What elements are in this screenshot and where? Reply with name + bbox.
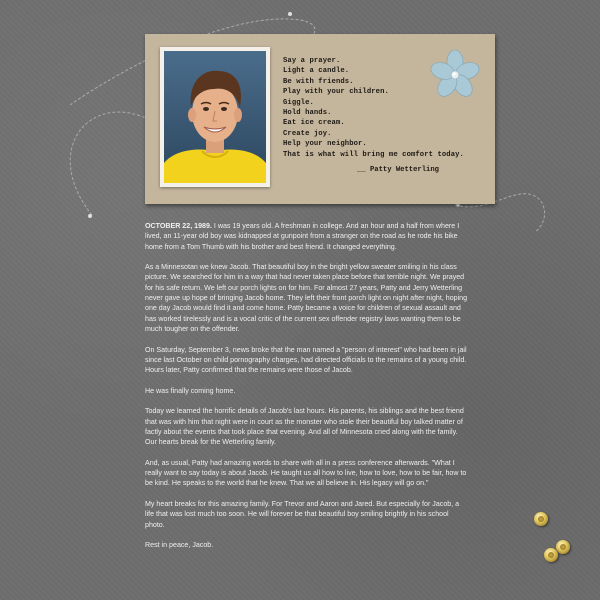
story-paragraph-text: I was 19 years old. A freshman in college. And an hour and a half from where I lived, an 11-year old boy was kidnapped at gunpoint from a stranger on the road as he rode his bike home from a Tom Thumb with his brother and best friend. It changed everything. (145, 222, 460, 251)
gold-brad-icon (556, 540, 570, 554)
quote-signature: __ Patty Wetterling (357, 166, 439, 174)
photo-frame (160, 47, 270, 187)
quote-line: Be with friends. (283, 77, 354, 86)
quote-line: Light a candle. (283, 67, 350, 76)
quote-line: Eat ice cream. (283, 119, 345, 128)
story-text (145, 221, 470, 561)
story-paragraph: On Saturday, September 3, news broke that the man named a "person of interest" who had been in jail since last October on child pornography charges, had directed officials to the remains of a young child. Hours later, Patty confirmed that the remains were those of Jacob. (145, 345, 467, 375)
gold-brad-icon (534, 512, 548, 526)
quote-line: Play with your children. (283, 88, 389, 97)
quote-line: Giggle. (283, 98, 314, 107)
story-paragraph: And, as usual, Patty had amazing words to share with all in a press conference afterwards. "What I really want to say today is about Jacob. He taught us all how to live, how to love, how to be fair, how to be kind. He speaks to the world that he knew. That we all believe in. His legacy will go on." (145, 458, 467, 488)
story-paragraph: Today we learned the horrific details of Jacob's last hours. His parents, his siblings and the best friend that was with him that night were in court as the monster who stole their beautiful boy talked matter of factly about the events that took place that evening. And all of Minnesota cried along with the family. Our hearts break for the Wetterling family. (145, 407, 464, 447)
school-photo (164, 51, 266, 183)
quote-line: Help your neighbor. (283, 140, 367, 149)
quote-line: That is what will bring me comfort today. (283, 150, 464, 159)
flower-embellishment-icon (428, 48, 482, 102)
quote-line: Hold hands. (283, 109, 332, 118)
quote-line: Create joy. (283, 129, 332, 138)
gold-brad-icon (544, 548, 558, 562)
story-paragraph (145, 221, 470, 252)
story-paragraph: As a Minnesotan we knew Jacob. That beautiful boy in the bright yellow sweater smiling in his class picture. We searched for him in a way that had never taken place before that terrible night. We prayed for his safe return. We left our porch lights on for him. For almost 27 years, Patty and Jerry Wetterling never gave up hope of bringing Jacob home. They left their front porch light on night after night, hoping one day Jacob would find it and come home. Patty became a voice for children of sexual assault and has worked tirelessly and is a vocal critic of the current sex offender registry laws wanting them to be much tougher on the offender. (145, 263, 468, 333)
quote-line: Say a prayer. (283, 57, 341, 65)
story-paragraph: He was finally coming home. (145, 386, 236, 395)
story-paragraph: My heart breaks for this amazing family. For Trevor and Aaron and Jared. But especially for Jacob, a life that was lost much too soon. He will forever be that beautiful boy smiling brightly in his school photo. (145, 500, 460, 529)
story-lead-date: OCTOBER 22, 1989. (145, 222, 212, 230)
story-paragraph: Rest in peace, Jacob. (145, 541, 214, 550)
